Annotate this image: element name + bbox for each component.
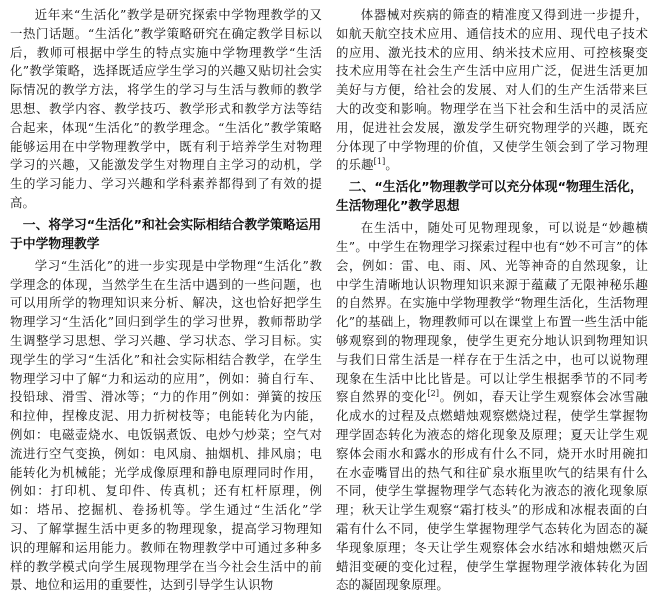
section-2-end: 。例如，春天让学生观察体会冰雪融化成水的过程及点燃蜡烛观察燃烧过程，使学生掌握物理学固态转化为液态的熔化现象及原理；夏天让学生观察体会雨水和露水的形成有什么不同，烧开水时用碗扣在水壶嘴冒出的热气和往矿泉水瓶里吹气的结果有什么不同，使学生掌握物理学气态转化为液态的液化现象原理；秋天让学生观察“霜打枝头”的形成和冰棍表面的白霜有什么不同，使学生掌握物理学气态转化为固态的凝华现象原理；冬天让学生观察体会水结冰和蜡烛燃灭后蜡泪变硬的变化过程，使学生掌握物理学液体转化为固态的凝固现象原理。 [336, 389, 648, 593]
continuation-text: 体器械对疾病的筛查的精准度又得到进一步提升，如航天航空技术应用、通信技术的应用、现代电子技术的应用、激光技术的应用、纳米技术应用、可控核聚变技术应用等在社会生产生活中应用广泛，促进生活更加美好与方便，给社会的发展、对人们的生产生活带来巨大的改变和影响。物理学在当下社会和生活中的灵活应用，促进社会发展，激发学生研究物理学的兴趣，既充分体现了中学物理的价值，又使学生领会到了学习物理的乐趣 [336, 7, 648, 173]
intro-paragraph: 近年来“生活化”教学是研究探索中学物理教学的又一热门话题。“生活化”教学策略研究在确定教学目标以后，教师可根据中学生的特点实施中学物理教学“生活化”教学策略，选择既适应学生学习的兴趣又贴切社会实际情况的教学方法，将学生的学习与生活与教师的教学思想、教学内容、教学技巧、教学形式和教学方法等结合起来，体现“生活化”的教学理念。“生活化”教学策略能够运用在中学物理教学中，既有利于培养学生对物理学习的兴趣，又能激发学生对物理自主学习的动机，学生的学习能力、学习兴趣和学科素养都得到了有效的提高。 [10, 7, 322, 210]
section-heading-2: 二、“生活化”物理教学可以充分体现“物理生活化，生活物理化”教学思想 [336, 180, 643, 215]
section-2-text: 在生活中，随处可见物理现象，可以说是“妙趣横生”。中学生在物理学习探索过程中也有“妙不可言”的体会，例如：雷、电、雨、风、光等神奇的自然现象，让中学生清晰地认识物理知识来源于蕴藏了无限神秘乐趣的自然界。在实施中学物理教学“物理生活化，生活物理化”的基础上，物理教师可以在课堂上布置一些生活中能够观察到的物理现象，使学生更充分地认识到物理知识与我们日常生活是一样存在于生活之中，也可以说物理现象在生活中比比皆是。可以让学生根据季节的不同考察自然界的变化 [336, 220, 648, 405]
section-1-paragraph: 学习“生活化”的进一步实现是中学物理“生活化”教学理念的体现，当然学生在生活中遇到的一些问题，也可以用所学的物理知识来分析、解决，这也恰好把学生物理学习“生活化”回归到学生的学习世界，教师帮助学生调整学习思想、学习兴趣、学习状态、学习目标。实现学生的学习“生活化”和社会实际相结合教学，在学生物理学习中了解“力和运动的应用”，例如：骑自行车、投铅球、滑雪、滑冰等；“力的作用”例如：弹簧的按压和拉伸，捏橡皮泥、用力折树枝等；电能转化为内能，例如：电磁壶烧水、电饭锅煮饭、电炒勺炒菜；空气对流进行空气变换，例如：电风扇、抽烟机、排风扇；电能转化为机械能；光学成像原理和静电原理同时作用，例如：打印机、复印件、传真机；还有杠杆原理，例如：塔吊、挖掘机、卷扬机等。学生通过“生活化”学习、了解掌握生活中更多的物理现象，提高学习物理知识的理解和运用能力。教师在物理教学中可通过多种多样的教学模式向学生展现物理学在当今社会生活中的前景、地位和运用的重要性，达到引导学生认识物 [10, 257, 322, 593]
left-column [10, 6, 322, 593]
citation-2: [2] [427, 389, 440, 399]
section-2-paragraph [336, 219, 648, 595]
section-heading-1: 一、将学习“生活化”和社会实际相结合教学策略运用于中学物理教学 [10, 217, 322, 252]
continuation-paragraph [336, 6, 648, 175]
continuation-end: 。 [385, 157, 398, 173]
right-column [336, 6, 648, 593]
citation-1: [1] [373, 157, 386, 167]
